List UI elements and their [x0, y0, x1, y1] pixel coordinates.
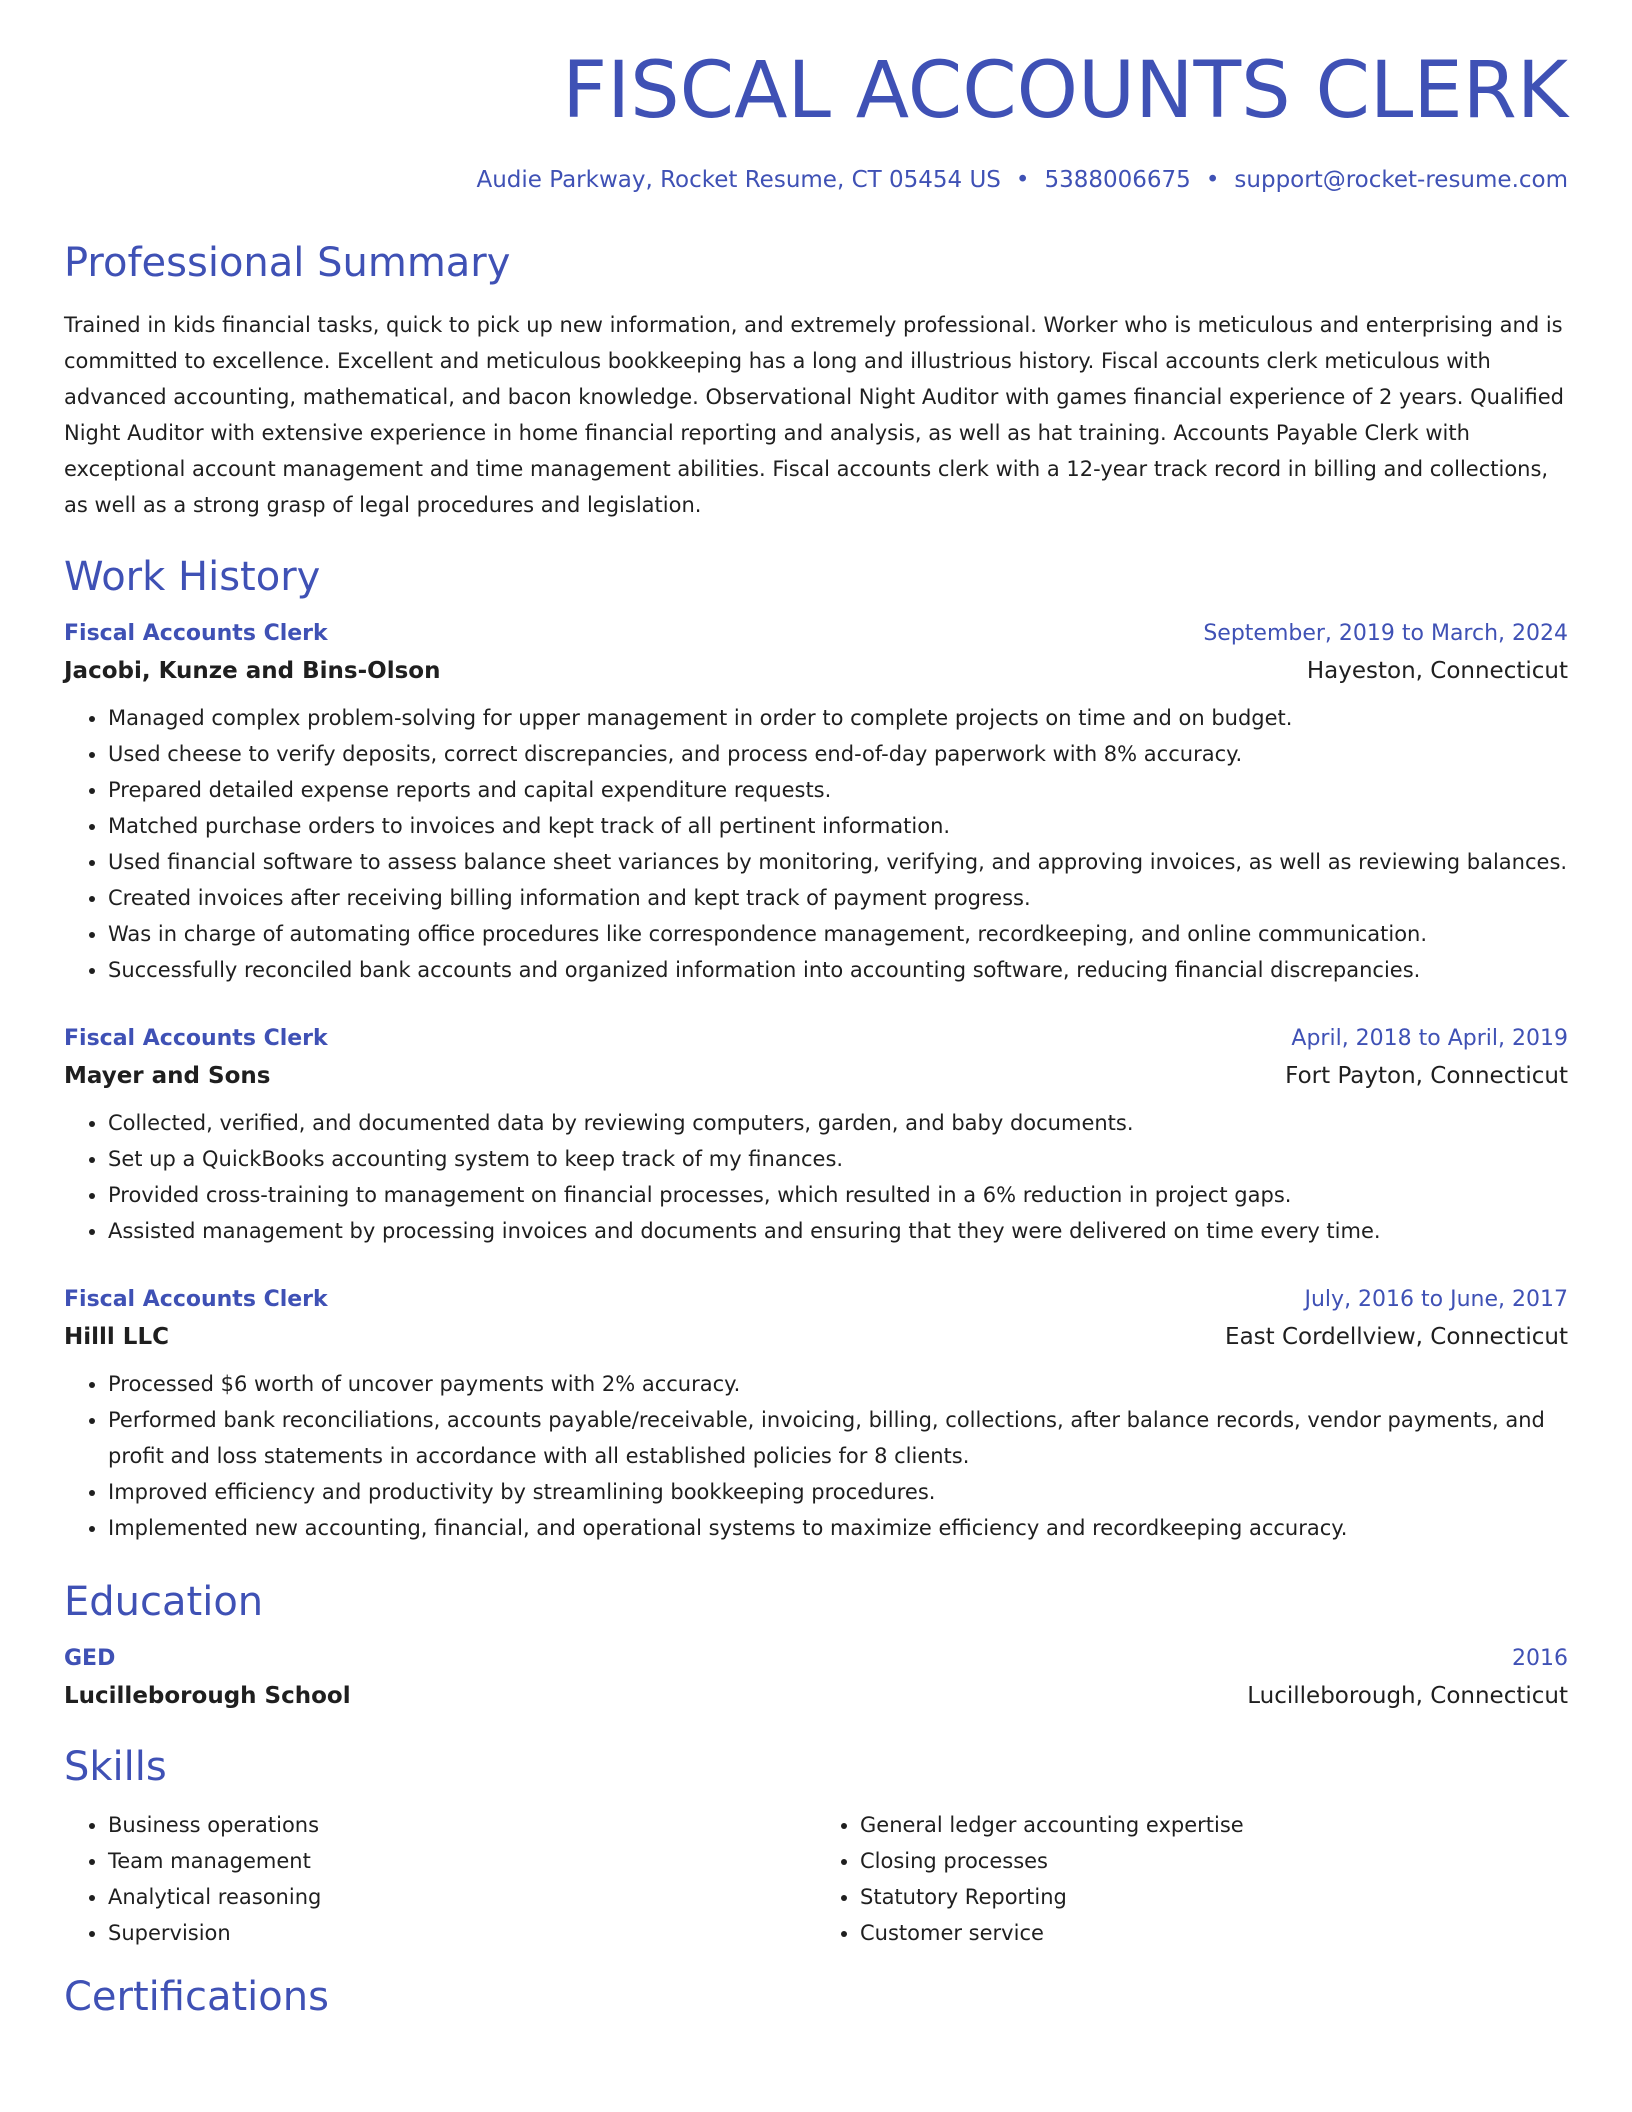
education-year: 2016	[1512, 1645, 1568, 1671]
job-role: Fiscal Accounts Clerk	[64, 620, 328, 646]
skill-item: • Team management	[108, 1843, 816, 1879]
list-item: • Was in charge of automating office procedures like correspondence management, recordkeeping, and online communication.	[108, 916, 1568, 952]
education-entry	[64, 1646, 1568, 1709]
list-item: • Processed $6 worth of uncover payments with 2% accuracy.	[108, 1366, 1568, 1402]
skill-item: • Business operations	[108, 1807, 816, 1843]
job-employer-row	[64, 1051, 1568, 1089]
list-item: • Managed complex problem-solving for upper management in order to complete projects on time and on budget.	[108, 700, 1568, 736]
list-item: • Matched purchase orders to invoices and kept track of all pertinent information.	[108, 808, 1568, 844]
contact-separator: •	[1015, 167, 1030, 193]
job-employer: Jacobi, Kunze and Bins-Olson	[64, 657, 441, 684]
skill-item: • Closing processes	[860, 1843, 1568, 1879]
skill-item: • General ledger accounting expertise	[860, 1807, 1568, 1843]
list-item: • Successfully reconciled bank accounts and organized information into accounting software, reducing financial discrepancies.	[108, 952, 1568, 988]
contact-line	[64, 167, 1568, 195]
job-role: Fiscal Accounts Clerk	[64, 1025, 328, 1051]
job-entry	[64, 1026, 1568, 1249]
list-item: • Collected, verified, and documented data by reviewing computers, garden, and baby documents.	[108, 1105, 1568, 1141]
list-item: • Used cheese to verify deposits, correct discrepancies, and process end-of-day paperwork with 8% accuracy.	[108, 736, 1568, 772]
job-bullets	[64, 1366, 1568, 1546]
job-header-row	[64, 621, 1568, 646]
section-title-summary: Professional Summary	[64, 239, 511, 286]
job-dates: April, 2018 to April, 2019	[1291, 1025, 1568, 1051]
contact-email: support@rocket-resume.com	[1234, 167, 1568, 193]
job-header-row	[64, 1287, 1568, 1312]
list-item: • Performed bank reconciliations, accounts payable/receivable, invoicing, billing, collections, after balance records, vendor payments, and profit and loss statements in accordance with all established policies for 8 clients.	[108, 1402, 1568, 1474]
education-school-row	[64, 1671, 1568, 1709]
job-role: Fiscal Accounts Clerk	[64, 1286, 328, 1312]
education-school: Lucilleborough School	[64, 1682, 351, 1709]
list-item: • Used financial software to assess balance sheet variances by monitoring, verifying, and approving invoices, as well as reviewing balances.	[108, 844, 1568, 880]
section-title-certifications: Certifications	[64, 1973, 329, 2020]
job-employer: Hilll LLC	[64, 1323, 169, 1350]
job-dates: July, 2016 to June, 2017	[1304, 1286, 1568, 1312]
job-location: Hayeston, Connecticut	[1306, 657, 1568, 684]
skills-list-right	[816, 1807, 1568, 1951]
job-location: East Cordellview, Connecticut	[1225, 1323, 1568, 1350]
job-dates: September, 2019 to March, 2024	[1203, 620, 1568, 646]
list-item: • Set up a QuickBooks accounting system to keep track of my finances.	[108, 1141, 1568, 1177]
resume-header	[64, 0, 1568, 195]
skills-list-left	[64, 1807, 816, 1951]
job-entry	[64, 621, 1568, 988]
skill-item: • Customer service	[860, 1915, 1568, 1951]
summary-text: Trained in kids financial tasks, quick to pick up new information, and extremely professional. Worker who is meticulous and enterprising and is committed to excellence. Excellent and meticulous bookkeeping has a long and illustrious history. Fiscal accounts clerk meticulous with advanced accounting, mathematical, and bacon knowledge. Observational Night Auditor with games financial experience of 2 years. Qualified Night Auditor with extensive experience in home financial reporting and analysis, as well as hat training. Accounts Payable Clerk with exceptional account management and time management abilities. Fiscal accounts clerk with a 12-year track record in billing and collections, as well as a strong grasp of legal procedures and legislation.	[64, 312, 1564, 517]
job-bullets	[64, 1105, 1568, 1249]
job-header-row	[64, 1026, 1568, 1051]
skill-item: • Statutory Reporting	[860, 1879, 1568, 1915]
section-title-skills: Skills	[64, 1743, 167, 1790]
skills-grid	[64, 1807, 1568, 1951]
contact-phone: 5388006675	[1044, 167, 1191, 193]
job-bullets	[64, 700, 1568, 988]
skill-item: • Analytical reasoning	[108, 1879, 816, 1915]
education-location: Lucilleborough, Connecticut	[1247, 1682, 1568, 1709]
job-employer-row	[64, 1312, 1568, 1350]
job-employer-row	[64, 646, 1568, 684]
list-item: • Implemented new accounting, financial, and operational systems to maximize efficiency and recordkeeping accuracy.	[108, 1510, 1568, 1546]
section-title-education: Education	[64, 1578, 264, 1625]
skill-item: • Supervision	[108, 1915, 816, 1951]
job-location: Fort Payton, Connecticut	[1285, 1062, 1568, 1089]
education-header-row	[64, 1646, 1568, 1671]
list-item: • Improved efficiency and productivity by streamlining bookkeeping procedures.	[108, 1474, 1568, 1510]
list-item: • Provided cross-training to management on financial processes, which resulted in a 6% reduction in project gaps.	[108, 1177, 1568, 1213]
job-employer: Mayer and Sons	[64, 1062, 271, 1089]
list-item: • Assisted management by processing invoices and documents and ensuring that they were delivered on time every time.	[108, 1213, 1568, 1249]
page-title: FISCAL ACCOUNTS CLERK	[562, 46, 1568, 136]
education-degree: GED	[64, 1645, 116, 1671]
section-title-work-history: Work History	[64, 553, 321, 600]
list-item: • Prepared detailed expense reports and capital expenditure requests.	[108, 772, 1568, 808]
contact-separator: •	[1205, 167, 1220, 193]
job-entry	[64, 1287, 1568, 1546]
list-item: • Created invoices after receiving billing information and kept track of payment progress.	[108, 880, 1568, 916]
contact-address: Audie Parkway, Rocket Resume, CT 05454 US	[476, 167, 1001, 193]
